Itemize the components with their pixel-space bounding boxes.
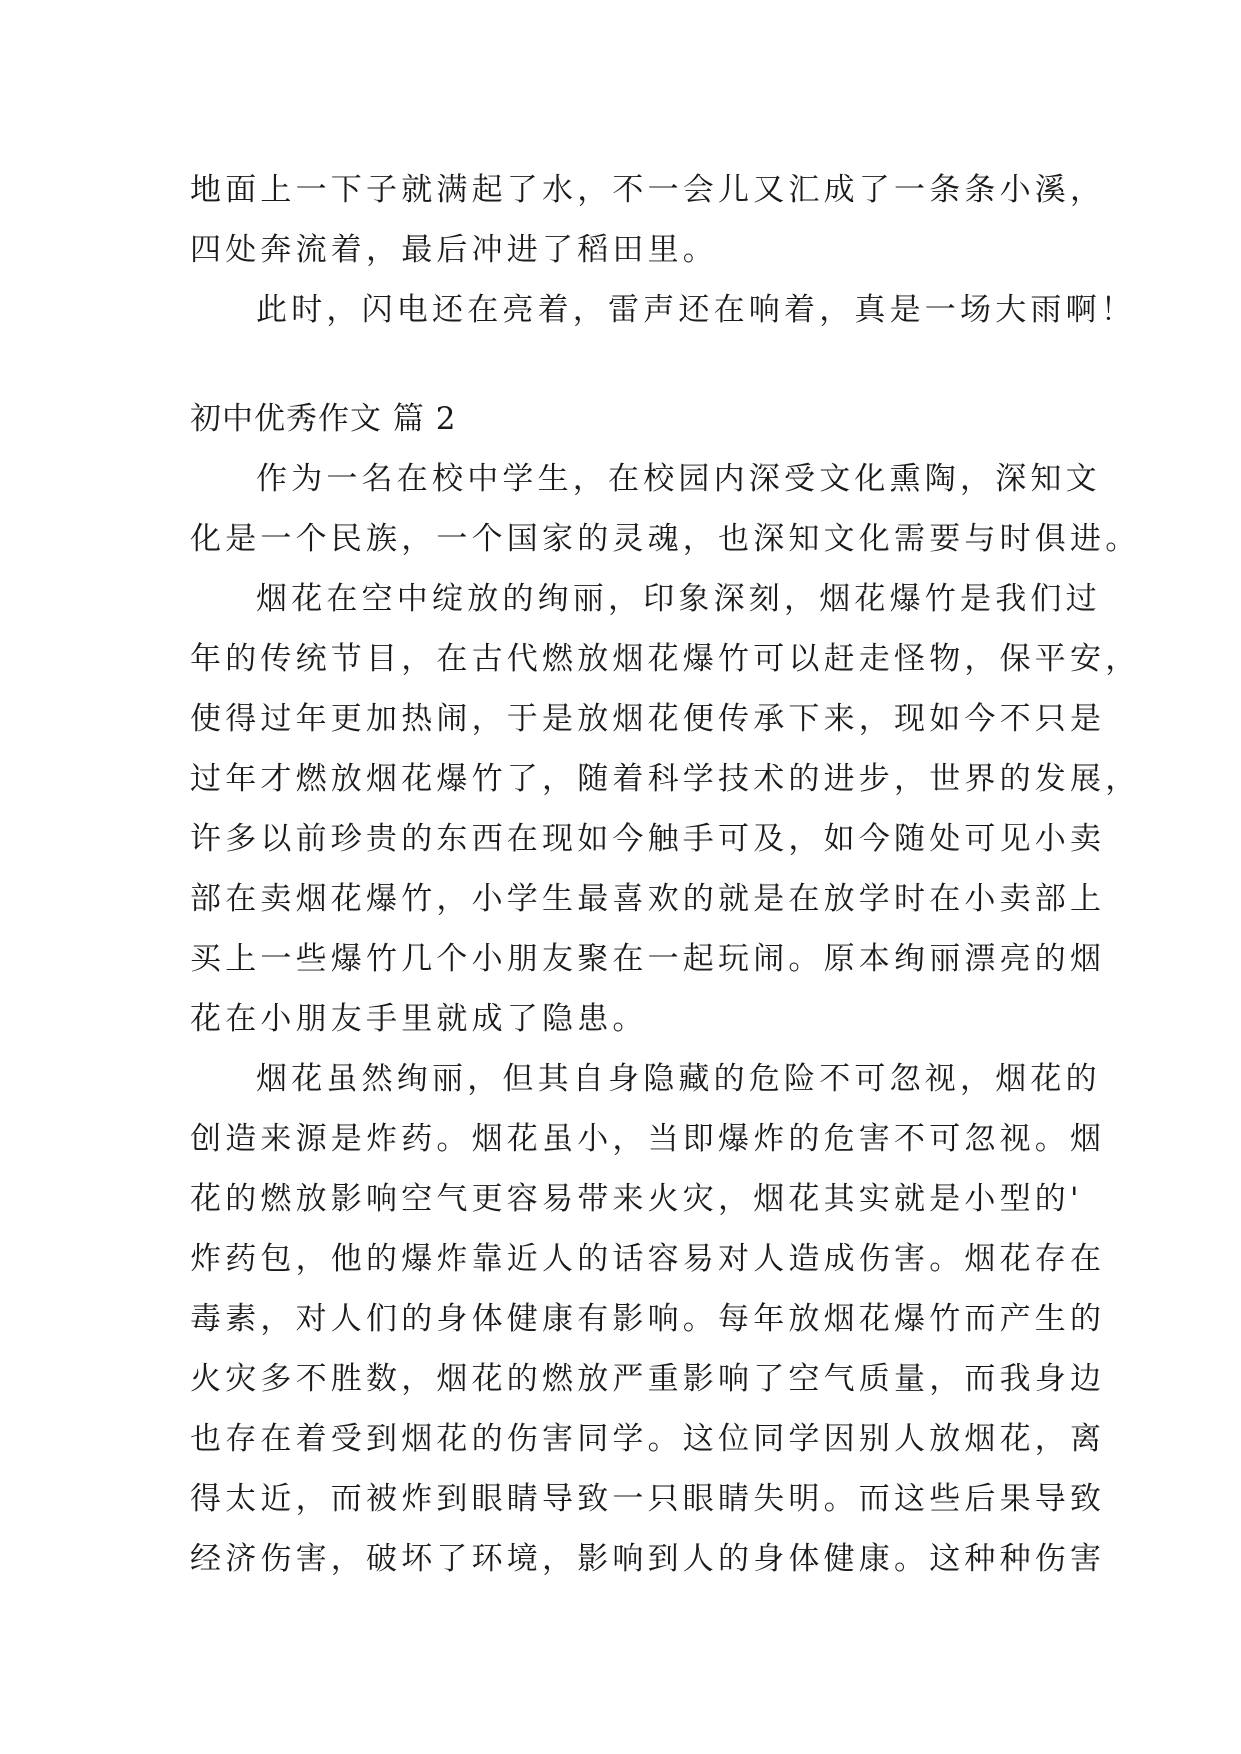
text-line: 此时，闪电还在亮着，雷声还在响着，真是一场大雨啊！ — [256, 292, 1136, 328]
text-line: 许多以前珍贵的东西在现如今触手可及，如今随处可见小卖 — [190, 821, 1106, 857]
text-line: 使得过年更加热闹，于是放烟花便传承下来，现如今不只是 — [190, 701, 1106, 737]
text-line: 四处奔流着，最后冲进了稻田里。 — [190, 232, 718, 268]
text-line: 地面上一下子就满起了水，不一会儿又汇成了一条条小溪， — [190, 172, 1106, 208]
text-line: 毒素，对人们的身体健康有影响。每年放烟花爆竹而产生的 — [190, 1301, 1106, 1337]
paragraph-rain-end — [190, 160, 1106, 280]
paragraph-intro — [190, 449, 1141, 569]
text-line: 火灾多不胜数，烟花的燃放严重影响了空气质量，而我身边 — [190, 1361, 1106, 1397]
text-line: 化是一个民族，一个国家的灵魂，也深知文化需要与时俱进。 — [190, 521, 1141, 557]
text-line: 烟花虽然绚丽，但其自身隐藏的危险不可忽视，烟花的 — [256, 1061, 1101, 1097]
text-line: 年的传统节目，在古代燃放烟花爆竹可以赶走怪物，保平安， — [190, 641, 1141, 677]
paragraph-fireworks — [190, 569, 1141, 1049]
text-line: 经济伤害，破坏了环境，影响到人的身体健康。这种种伤害 — [190, 1541, 1106, 1577]
text-line: 创造来源是炸药。烟花虽小，当即爆炸的危害不可忽视。烟 — [190, 1121, 1106, 1157]
document-page — [190, 160, 1141, 1589]
text-line: 烟花在空中绽放的绚丽，印象深刻，烟花爆竹是我们过 — [256, 581, 1101, 617]
text-line: 也存在着受到烟花的伤害同学。这位同学因别人放烟花，离 — [190, 1421, 1106, 1457]
text-line: 过年才燃放烟花爆竹了，随着科学技术的进步，世界的发展， — [190, 761, 1141, 797]
paragraph-rain-conclusion — [190, 280, 1136, 340]
text-line: 买上一些爆竹几个小朋友聚在一起玩闹。原本绚丽漂亮的烟 — [190, 941, 1106, 977]
essay-heading: 初中优秀作文 篇 2 — [190, 401, 457, 437]
paragraph-dangers — [190, 1049, 1106, 1589]
text-line: 炸药包，他的爆炸靠近人的话容易对人造成伤害。烟花存在 — [190, 1241, 1106, 1277]
text-line: 得太近，而被炸到眼睛导致一只眼睛失明。而这些后果导致 — [190, 1481, 1106, 1517]
text-line: 部在卖烟花爆竹，小学生最喜欢的就是在放学时在小卖部上 — [190, 881, 1106, 917]
text-line: 花在小朋友手里就成了隐患。 — [190, 1001, 648, 1037]
text-line: 作为一名在校中学生，在校园内深受文化熏陶，深知文 — [256, 461, 1101, 497]
text-line: 花的燃放影响空气更容易带来火灾，烟花其实就是小型的' — [190, 1181, 1083, 1217]
